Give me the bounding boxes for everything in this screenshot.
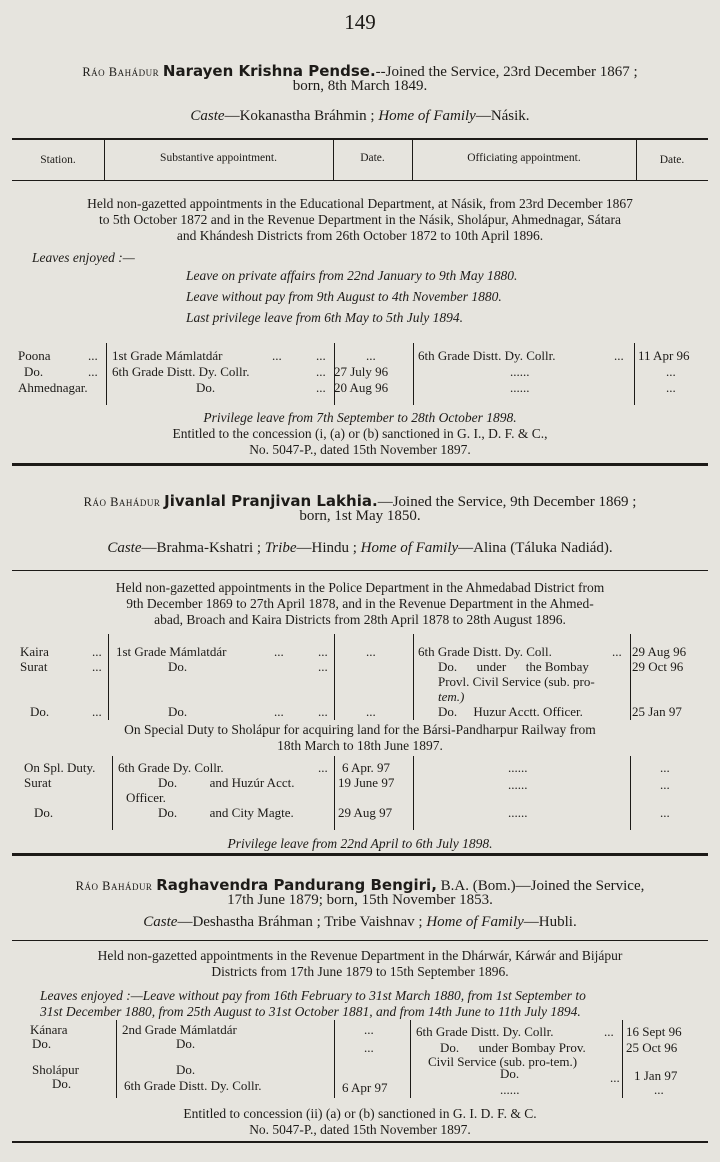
table-cell-date: 6 Apr 97 [342, 1080, 388, 1095]
table-cell-officiating-date: 25 Jan 97 [632, 704, 682, 719]
table-cell-substantive: Do. [168, 704, 188, 719]
entry3-concession: Entitled to concession (ii) (a) or (b) sanctioned in G. I. D. F. & C. [183, 1106, 537, 1121]
table-header-top-rule [12, 138, 708, 140]
column-divider [334, 634, 335, 720]
entry3-leaves-line: Leaves enjoyed :—Leave without pay from 16th February to 31st March 1880, from 1st September to [40, 988, 586, 1003]
home-label: Home of Family [360, 540, 459, 556]
column-divider [413, 343, 414, 405]
table-header-bottom-rule [12, 180, 708, 181]
caste-label: Caste [190, 108, 225, 124]
entry1-summary-line: Held non-gazetted appointments in the Educational Department, at Násik, from 23rd December 1867 [87, 196, 633, 211]
table-cell-station: Sholápur [32, 1062, 79, 1077]
table-cell-leader: ... [318, 704, 328, 719]
table-cell-station: Do. [52, 1076, 72, 1091]
table-cell-officiating: ...... [508, 760, 528, 775]
table-cell-officiating-date: 29 Aug 96 [632, 644, 687, 659]
table-cell-leader: ... [316, 380, 326, 395]
table-cell-substantive: Do. [176, 1062, 196, 1077]
table-cell-officiating: 6th Grade Distt. Dy. Coll. [418, 644, 552, 659]
table-cell-substantive: Do. [196, 380, 216, 395]
table-cell-substantive: Do. [176, 1036, 196, 1051]
table-cell-substantive: Officer. [126, 790, 166, 805]
special-duty-line: On Special Duty to Sholápur for acquiring land for the Bársi-Pandharpur Railway from [124, 722, 596, 737]
home-label: Home of Family [426, 914, 524, 930]
table-cell-date: ... [366, 644, 376, 659]
rule [12, 570, 708, 571]
leaves-label: Leaves enjoyed :— [32, 250, 135, 265]
table-cell-station: Surat [20, 659, 48, 674]
table-cell-leader: ... [92, 644, 102, 659]
table-cell-substantive: 6th Grade Distt. Dy. Collr. [112, 364, 250, 379]
section-divider [12, 463, 708, 466]
table-cell-station: Ahmednagar. [18, 380, 88, 395]
entry3-summary-line: Districts from 17th June 1879 to 15th September 1896. [211, 964, 509, 979]
entry2-joined: —Joined the Service, 9th December 1869 ; [377, 494, 637, 510]
table-cell-leader: ... [316, 364, 326, 379]
entry2-summary-line: 9th December 1869 to 27th April 1878, and in the Revenue Department in the Ahmed- [126, 596, 594, 611]
table-cell-date: ... [366, 704, 376, 719]
table-cell-officiating-date: ... [660, 805, 670, 820]
table-cell-substantive: Do. [168, 659, 188, 674]
tribe-label: Tribe [264, 540, 297, 556]
table-cell-officiating-date: 1 Jan 97 [634, 1068, 678, 1083]
table-cell-substantive: 6th Grade Distt. Dy. Collr. [124, 1078, 262, 1093]
table-cell-leader: ... [612, 644, 622, 659]
column-divider [622, 1020, 623, 1098]
entry1-summary-line: to 5th October 1872 and in the Revenue Department in the Násik, Sholápur, Ahmednagar, Sátara [99, 212, 621, 227]
table-cell-officiating: Civil Service (sub. pro-tem.) [428, 1054, 578, 1069]
entry1-summary-line: and Khándesh Districts from 26th October 1872 to 10th April 1896. [176, 228, 544, 243]
table-cell-leader: ... [274, 704, 284, 719]
caste-value: —Kokanastha Bráhmin ; [224, 108, 375, 124]
caste-value: —Brahma-Kshatri ; [141, 540, 262, 556]
column-divider [410, 1020, 411, 1098]
table-cell-station: Kaira [20, 644, 49, 659]
table-cell-officiating-date: ... [660, 777, 670, 792]
column-header-station: Station. [40, 154, 76, 166]
column-divider [413, 756, 414, 830]
column-header-officiating-date: Date. [659, 154, 685, 166]
entry3-summary-line: Held non-gazetted appointments in the Revenue Department in the Dhárwár, Kárwár and Bijápur [97, 948, 623, 963]
section-divider [12, 1141, 708, 1143]
entry1-concession: Entitled to the concession (i, (a) or (b) sanctioned in G. I., D. F. & C., [172, 426, 548, 441]
leave-line: Leave without pay from 9th August to 4th November 1880. [186, 289, 502, 304]
table-cell-station: Surat [24, 775, 52, 790]
column-divider [630, 756, 631, 830]
entry1-joined: --Joined the Service, 23rd December 1867 ; [375, 64, 638, 80]
column-divider [630, 634, 631, 720]
entry3-leaves-line: 31st December 1880, from 25th August to 31st October 1881, and from 14th June to 11th July 1894. [40, 1004, 581, 1019]
table-cell-date: ... [366, 348, 376, 363]
table-cell-officiating-date: ... [666, 364, 676, 379]
entry3-joined: B.A. (Bom.)—Joined the Service, [436, 878, 645, 894]
column-divider [112, 756, 113, 830]
entry2-title: Ráo Bahádur [83, 495, 161, 509]
caste-label: Caste [143, 914, 178, 930]
special-duty-line: 18th March to 18th June 1897. [277, 738, 443, 753]
table-cell-station: On Spl. Duty. [24, 760, 96, 775]
caste-label: Caste [107, 540, 142, 556]
column-header-date: Date. [360, 152, 385, 164]
entry1-title: Ráo Bahádur [82, 65, 160, 79]
entry1-caste-line [0, 108, 720, 125]
table-cell-leader: ... [316, 348, 326, 363]
table-cell-date: ... [364, 1022, 374, 1037]
entry1-born: born, 8th March 1849. [292, 78, 428, 94]
table-cell-officiating: Do. under the Bombay [438, 659, 589, 674]
tribe-value: —Hindu ; [296, 540, 357, 556]
column-divider [334, 756, 335, 830]
table-cell-officiating: Do. [500, 1066, 520, 1081]
table-cell-date: 6 Apr. 97 [342, 760, 391, 775]
table-cell-officiating: ...... [508, 777, 528, 792]
entry3-title: Ráo Bahádur [75, 879, 153, 893]
table-cell-station: Do. [24, 364, 44, 379]
home-value: —Násik. [475, 108, 530, 124]
table-cell-leader: ... [318, 659, 328, 674]
table-cell-station: Do. [30, 704, 50, 719]
entry3-concession: No. 5047-P., dated 15th November 1897. [249, 1122, 471, 1137]
table-cell-officiating: Provl. Civil Service (sub. pro- [438, 674, 595, 689]
table-cell-substantive: 6th Grade Dy. Collr. [118, 760, 224, 775]
table-cell-leader: ... [88, 364, 98, 379]
table-cell-station: Do. [34, 805, 54, 820]
table-cell-station: Kánara [30, 1022, 68, 1037]
table-cell-leader: ... [88, 348, 98, 363]
home-value: —Alina (Táluka Nadiád). [458, 540, 613, 556]
table-cell-substantive: 1st Grade Mámlatdár [112, 348, 223, 363]
table-cell-leader: ... [610, 1070, 620, 1085]
column-header-officiating: Officiating appointment. [467, 152, 581, 164]
entry2-name: Jivanlal Pranjivan Lakhia. [164, 492, 378, 510]
table-cell-officiating-date: 16 Sept 96 [626, 1024, 682, 1039]
column-header-substantive: Substantive appointment. [160, 152, 277, 164]
table-cell-station: Do. [32, 1036, 52, 1051]
column-divider [634, 343, 635, 405]
leave-line: Last privilege leave from 6th May to 5th July 1894. [186, 310, 463, 325]
table-cell-officiating: ...... [508, 805, 528, 820]
entry2-privilege-leave: Privilege leave from 22nd April to 6th July 1898. [227, 836, 493, 851]
table-cell-officiating: 6th Grade Distt. Dy. Collr. [418, 348, 556, 363]
entry2-summary-line: abad, Broach and Kaira Districts from 28th April 1878 to 28th August 1896. [154, 612, 566, 627]
column-divider [413, 634, 414, 720]
entry2-caste-line [0, 540, 720, 557]
caste-value: —Deshastha Bráhman ; Tribe Vaishnav ; [177, 914, 423, 930]
table-cell-officiating: ...... [510, 380, 530, 395]
table-cell-leader: ... [318, 644, 328, 659]
table-cell-officiating: tem.) [438, 689, 465, 704]
table-cell-date: 20 Aug 96 [334, 380, 389, 395]
entry3-born: 17th June 1879; born, 15th November 1853. [227, 892, 493, 908]
table-cell-leader: ... [92, 704, 102, 719]
table-cell-substantive: Do. and Huzúr Acct. [158, 775, 295, 790]
home-label: Home of Family [378, 108, 476, 124]
table-cell-substantive: 1st Grade Mámlatdár [116, 644, 227, 659]
table-cell-officiating: ...... [510, 364, 530, 379]
table-cell-officiating: 6th Grade Distt. Dy. Collr. [416, 1024, 554, 1039]
entry3-name: Raghavendra Pandurang Bengiri, [156, 876, 437, 894]
table-cell-substantive: 2nd Grade Mámlatdár [122, 1022, 237, 1037]
table-cell-officiating-date: 29 Oct 96 [632, 659, 684, 674]
table-cell-date: 19 June 97 [338, 775, 395, 790]
column-divider [106, 343, 107, 405]
entry2-summary-line: Held non-gazetted appointments in the Police Department in the Ahmedabad District from [115, 580, 605, 595]
table-cell-leader: ... [92, 659, 102, 674]
home-value: —Hubli. [523, 914, 577, 930]
page-number: 149 [344, 10, 376, 34]
column-divider [334, 1020, 335, 1098]
entry3-caste-line [0, 914, 720, 931]
table-cell-leader: ... [604, 1024, 614, 1039]
leave-line: Leave on private affairs from 22nd January to 9th May 1880. [186, 268, 518, 283]
table-cell-officiating: ...... [500, 1082, 520, 1097]
entry1-concession: No. 5047-P., dated 15th November 1897. [249, 442, 471, 457]
table-cell-date: ... [364, 1040, 374, 1055]
table-cell-officiating-date: ... [666, 380, 676, 395]
table-cell-officiating-date: 25 Oct 96 [626, 1040, 678, 1055]
table-cell-officiating-date: ... [654, 1082, 664, 1097]
table-cell-leader: ... [272, 348, 282, 363]
entry2-born: born, 1st May 1850. [299, 508, 421, 524]
entry1-privilege-leave: Privilege leave from 7th September to 28th October 1898. [203, 410, 517, 425]
section-divider [12, 853, 708, 856]
table-cell-officiating: Do. under Bombay Prov. [440, 1040, 586, 1055]
column-divider [116, 1020, 117, 1098]
entry1-name: Narayen Krishna Pendse. [162, 62, 376, 80]
table-cell-officiating-date: ... [660, 760, 670, 775]
table-cell-date: 27 July 96 [334, 364, 389, 379]
rule [12, 940, 708, 941]
table-cell-substantive: Do. and City Magte. [158, 805, 294, 820]
table-cell-leader: ... [318, 760, 328, 775]
table-cell-station: Poona [18, 348, 51, 363]
table-cell-leader: ... [614, 348, 624, 363]
table-cell-date: 29 Aug 97 [338, 805, 393, 820]
table-cell-leader: ... [274, 644, 284, 659]
column-divider [108, 634, 109, 720]
table-cell-officiating: Do. Huzur Acctt. Officer. [438, 704, 583, 719]
table-cell-officiating-date: 11 Apr 96 [638, 348, 690, 363]
